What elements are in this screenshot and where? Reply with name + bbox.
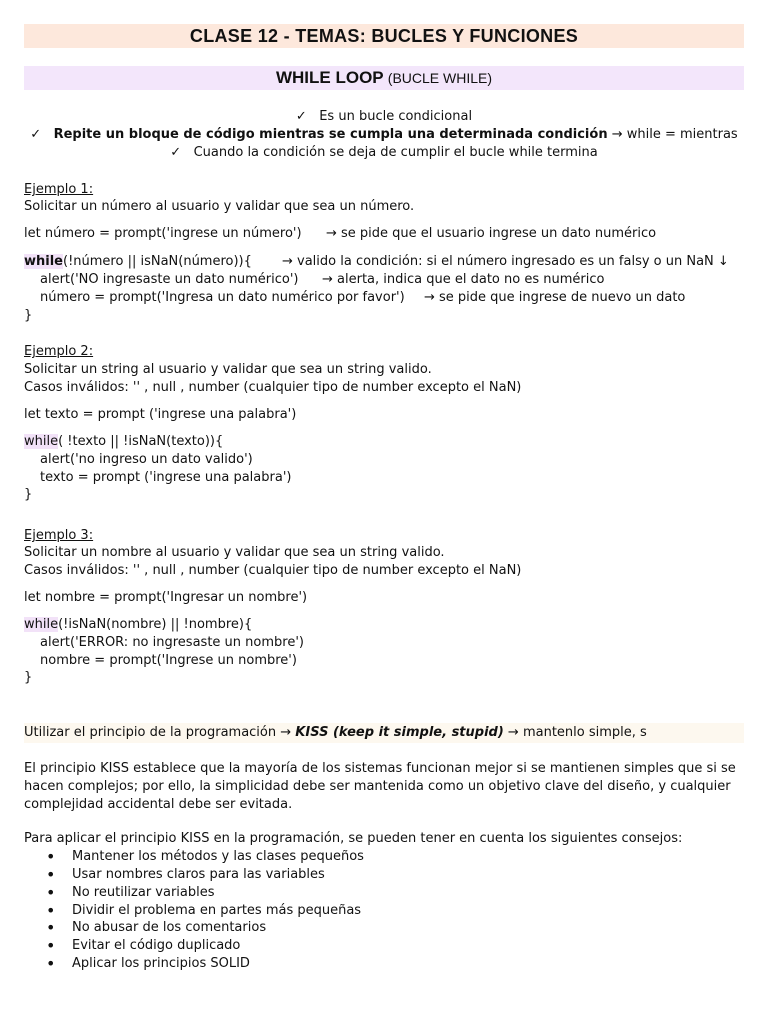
example-1-body-note: → alerta, indica que el dato no es numérico [322, 272, 605, 287]
example-3-close: } [24, 670, 33, 685]
example-3-body-line: nombre = prompt('Ingrese un nombre') [40, 653, 297, 668]
while-condition: (!número || isNaN(número)){ [63, 254, 252, 269]
list-item-text: Mantener los métodos y las clases pequeños [72, 849, 364, 864]
kiss-acronym: KISS (keep it simple, stupid) [295, 725, 504, 740]
page-title: CLASE 12 - TEMAS: BUCLES Y FUNCIONES [189, 26, 579, 46]
while-keyword: while [24, 254, 63, 269]
example-3-heading: Ejemplo 3: [24, 528, 94, 543]
while-condition: ( !texto || !isNaN(texto)){ [58, 434, 224, 449]
example-1-heading: Ejemplo 1: [24, 182, 94, 197]
example-1-declaration-note: → se pide que el usuario ingrese un dato numérico [326, 226, 657, 241]
example-2-body-line: texto = prompt ('ingrese una palabra') [40, 470, 292, 485]
check-icon: ✓ [170, 145, 182, 160]
list-item-text: No abusar de los comentarios [72, 920, 267, 935]
example-3-while [24, 616, 252, 634]
check-text-bold: Repite un bloque de código mientras se cumpla una determinada condición [53, 127, 608, 142]
example-2-body-line: alert('no ingreso un dato valido') [40, 452, 253, 467]
list-item-text: Usar nombres claros para las variables [72, 867, 325, 882]
kiss-line [24, 724, 647, 742]
example-1-close: } [24, 308, 33, 323]
while-keyword: while [24, 434, 59, 449]
example-1-body-line: número = prompt('Ingresa un dato numérico por favor') [40, 290, 405, 305]
check-item [24, 144, 744, 162]
example-2-description: Solicitar un string al usuario y validar que sea un string valido. [24, 362, 432, 377]
check-icon: ✓ [295, 109, 307, 124]
example-3-description: Solicitar un nombre al usuario y validar que sea un string valido. [24, 545, 445, 560]
example-3-declaration: let nombre = prompt('Ingresar un nombre') [24, 590, 308, 605]
example-3-body-line: alert('ERROR: no ingresaste un nombre') [40, 635, 304, 650]
list-item-text: Dividir el problema en partes más pequeñas [72, 903, 362, 918]
while-condition: (!isNaN(nombre) || !nombre){ [58, 617, 253, 632]
section-subtitle: (BUCLE WHILE) [387, 70, 493, 86]
example-1-body-note: → se pide que ingrese de nuevo un dato [424, 290, 686, 305]
check-text: Cuando la condición se deja de cumplir el bucle while termina [193, 145, 598, 160]
example-2-while [24, 433, 223, 451]
example-3-invalid-cases: Casos inválidos: '' , null , number (cualquier tipo de number excepto el NaN) [24, 563, 522, 578]
section-title: WHILE LOOP [275, 68, 384, 87]
example-1-declaration: let número = prompt('ingrese un número') [24, 226, 302, 241]
example-1-while [24, 253, 252, 271]
kiss-paragraph: El principio KISS establece que la mayoría de los sistemas funcionan mejor si se mantienen simples que si se hacen complejos; por ello, la simplicidad debe ser mantenida como un objetivo clave del diseño, y cualquier complejidad accidental debe ser evitada. [24, 761, 736, 812]
check-text: Es un bucle condicional [319, 109, 473, 124]
example-2-invalid-cases: Casos inválidos: '' , null , number (cualquier tipo de number excepto el NaN) [24, 380, 522, 395]
kiss-tail: → mantenlo simple, s [507, 725, 647, 740]
list-item-text: No reutilizar variables [72, 885, 215, 900]
example-2-declaration: let texto = prompt ('ingrese una palabra') [24, 407, 297, 422]
kiss-tips-intro: Para aplicar el principio KISS en la programación, se pueden tener en cuenta los siguientes consejos: [24, 831, 683, 846]
example-1-condition-note: → valido la condición: si el número ingresado es un falsy o un NaN ↓ [282, 254, 729, 269]
example-2-close: } [24, 487, 33, 502]
check-item [24, 108, 744, 126]
list-item-text: Aplicar los principios SOLID [72, 956, 250, 971]
example-1-body-line: alert('NO ingresaste un dato numérico') [40, 272, 299, 287]
kiss-lead: Utilizar el principio de la programación → [24, 725, 292, 740]
check-text-rest: → while = mientras [611, 127, 738, 142]
check-item [24, 126, 744, 144]
example-1-description: Solicitar un número al usuario y validar que sea un número. [24, 199, 415, 214]
check-icon: ✓ [30, 127, 42, 142]
while-keyword: while [24, 617, 59, 632]
page-title-band [24, 24, 744, 48]
example-2-heading: Ejemplo 2: [24, 344, 94, 359]
section-title-band [24, 66, 744, 90]
list-item-text: Evitar el código duplicado [72, 938, 241, 953]
